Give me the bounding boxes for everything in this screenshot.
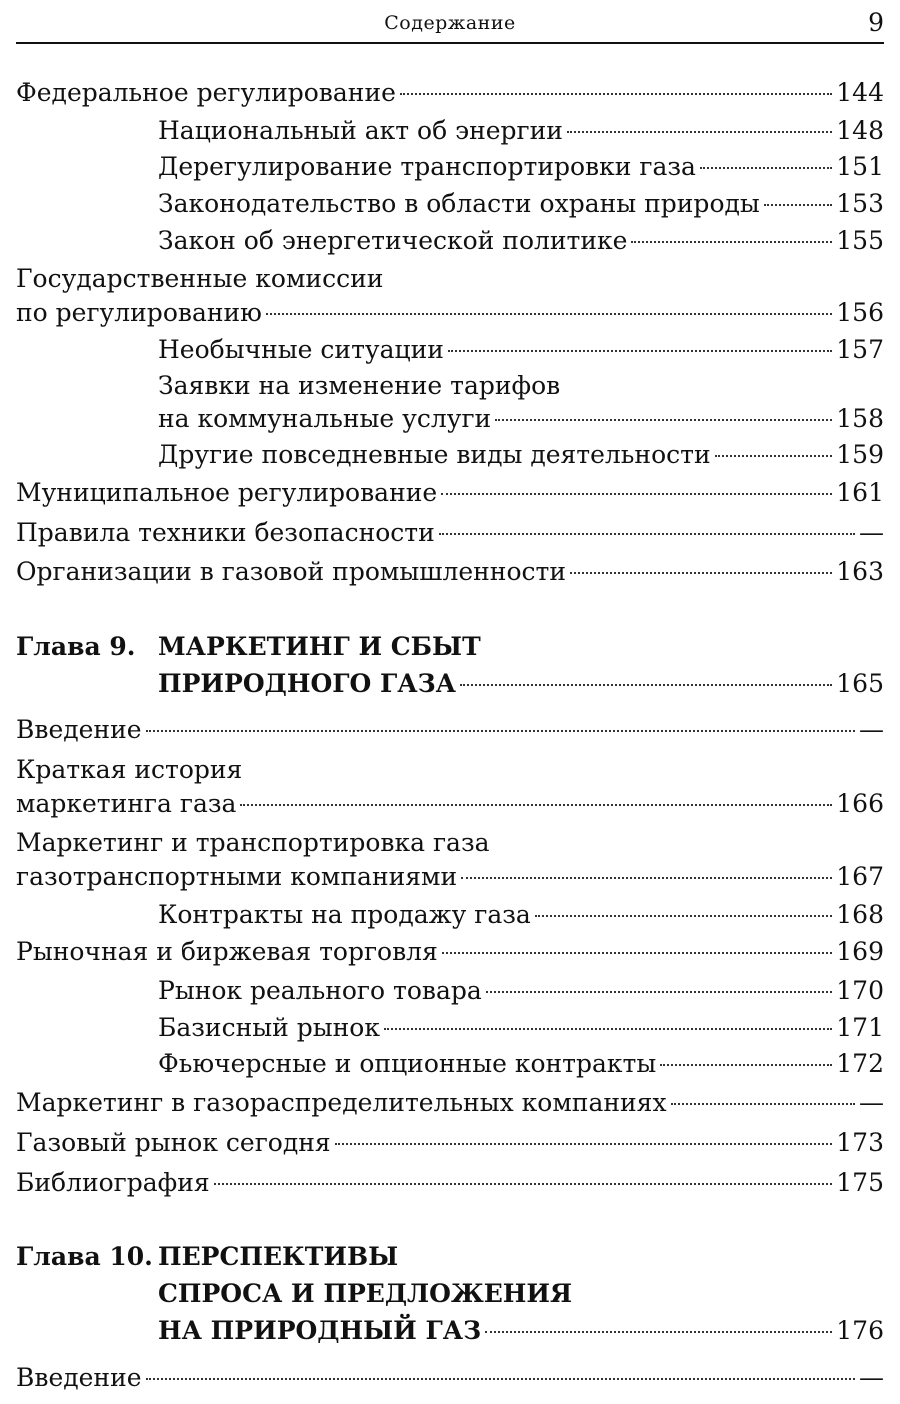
chapter-heading[interactable]: ПРИРОДНОГО ГАЗА 165 bbox=[158, 669, 884, 698]
toc-entry[interactable]: Библиография 175 bbox=[16, 1168, 884, 1197]
chapter-label: Глава 10. bbox=[16, 1242, 153, 1271]
dot-leader bbox=[485, 1331, 832, 1333]
dot-leader bbox=[441, 493, 832, 495]
toc-subentry[interactable]: Другие повседневные виды деятельности 159 bbox=[158, 440, 884, 469]
dot-leader bbox=[631, 241, 832, 243]
chapter-heading-line1[interactable]: Глава 10. ПЕРСПЕКТИВЫ bbox=[16, 1240, 884, 1274]
toc-entry-line1[interactable]: Маркетинг и транспортировка газа bbox=[16, 828, 490, 857]
toc-entry[interactable]: Рыночная и биржевая торговля 169 bbox=[16, 937, 884, 966]
chapter-heading[interactable]: НА ПРИРОДНЫЙ ГАЗ 176 bbox=[158, 1316, 884, 1345]
dot-leader bbox=[495, 419, 832, 421]
toc-entry[interactable]: Правила техники безопасности — bbox=[16, 518, 884, 547]
dot-leader bbox=[384, 1028, 832, 1030]
toc-subentry[interactable]: Закон об энергетической политике 155 bbox=[158, 226, 884, 255]
dot-leader bbox=[400, 93, 832, 95]
toc-subentry[interactable]: Необычные ситуации 157 bbox=[158, 335, 884, 364]
dot-leader bbox=[764, 204, 832, 206]
dot-leader bbox=[266, 313, 832, 315]
toc-entry[interactable]: Организации в газовой промышленности 163 bbox=[16, 557, 884, 586]
toc-entry-line1[interactable]: Краткая история bbox=[16, 755, 243, 784]
chapter-heading-line2[interactable]: СПРОСА И ПРЕДЛОЖЕНИЯ bbox=[158, 1279, 573, 1308]
page-number: 9 bbox=[868, 8, 884, 37]
running-header-title: Содержание bbox=[384, 12, 516, 34]
toc-subentry[interactable]: на коммунальные услуги 158 bbox=[158, 404, 884, 433]
dot-leader bbox=[439, 533, 855, 535]
toc-entry[interactable]: Муниципальное регулирование 161 bbox=[16, 478, 884, 507]
toc-entry-line1[interactable]: Государственные комиссии bbox=[16, 264, 384, 293]
toc-subentry[interactable]: Дерегулирование транспортировки газа 151 bbox=[158, 152, 884, 181]
chapter-heading-line1[interactable]: Глава 9. МАРКЕТИНГ И СБЫТ bbox=[16, 630, 884, 664]
dot-leader bbox=[335, 1143, 833, 1145]
toc-subentry[interactable]: Базисный рынок 171 bbox=[158, 1013, 884, 1042]
dot-leader bbox=[240, 804, 832, 806]
dot-leader bbox=[570, 572, 832, 574]
dot-leader bbox=[460, 684, 832, 686]
dot-leader bbox=[715, 455, 833, 457]
toc-entry[interactable]: Федеральное регулирование 144 bbox=[16, 78, 884, 107]
dot-leader bbox=[535, 915, 832, 917]
dot-leader bbox=[442, 952, 832, 954]
toc-entry[interactable]: по регулированию 156 bbox=[16, 298, 884, 327]
toc-entry[interactable]: Введение — bbox=[16, 715, 884, 744]
dot-leader bbox=[461, 877, 832, 879]
toc-subentry-line1[interactable]: Заявки на изменение тарифов bbox=[158, 371, 561, 400]
dot-leader bbox=[567, 131, 832, 133]
dot-leader bbox=[671, 1103, 855, 1105]
toc-entry[interactable]: маркетинга газа 166 bbox=[16, 789, 884, 818]
chapter-label: Глава 9. bbox=[16, 632, 136, 661]
dot-leader bbox=[146, 1378, 855, 1380]
toc-subentry[interactable]: Контракты на продажу газа 168 bbox=[158, 900, 884, 929]
dot-leader bbox=[448, 350, 832, 352]
toc-subentry[interactable]: Законодательство в области охраны природы 153 bbox=[158, 189, 884, 218]
toc-entry[interactable]: Введение — bbox=[16, 1363, 884, 1392]
toc-subentry[interactable]: Рынок реального товара 170 bbox=[158, 976, 884, 1005]
toc-subentry[interactable]: Национальный акт об энергии 148 bbox=[158, 116, 884, 145]
dot-leader bbox=[700, 167, 832, 169]
toc-subentry[interactable]: Фьючерсные и опционные контракты 172 bbox=[158, 1049, 884, 1078]
toc-entry[interactable]: газотранспортными компаниями 167 bbox=[16, 862, 884, 891]
toc-entry[interactable]: Газовый рынок сегодня 173 bbox=[16, 1128, 884, 1157]
dot-leader bbox=[214, 1183, 833, 1185]
running-header bbox=[16, 6, 884, 44]
dot-leader bbox=[486, 991, 833, 993]
toc-entry[interactable]: Маркетинг в газораспределительных компаниях — bbox=[16, 1088, 884, 1117]
dot-leader bbox=[660, 1064, 832, 1066]
dot-leader bbox=[146, 730, 855, 732]
